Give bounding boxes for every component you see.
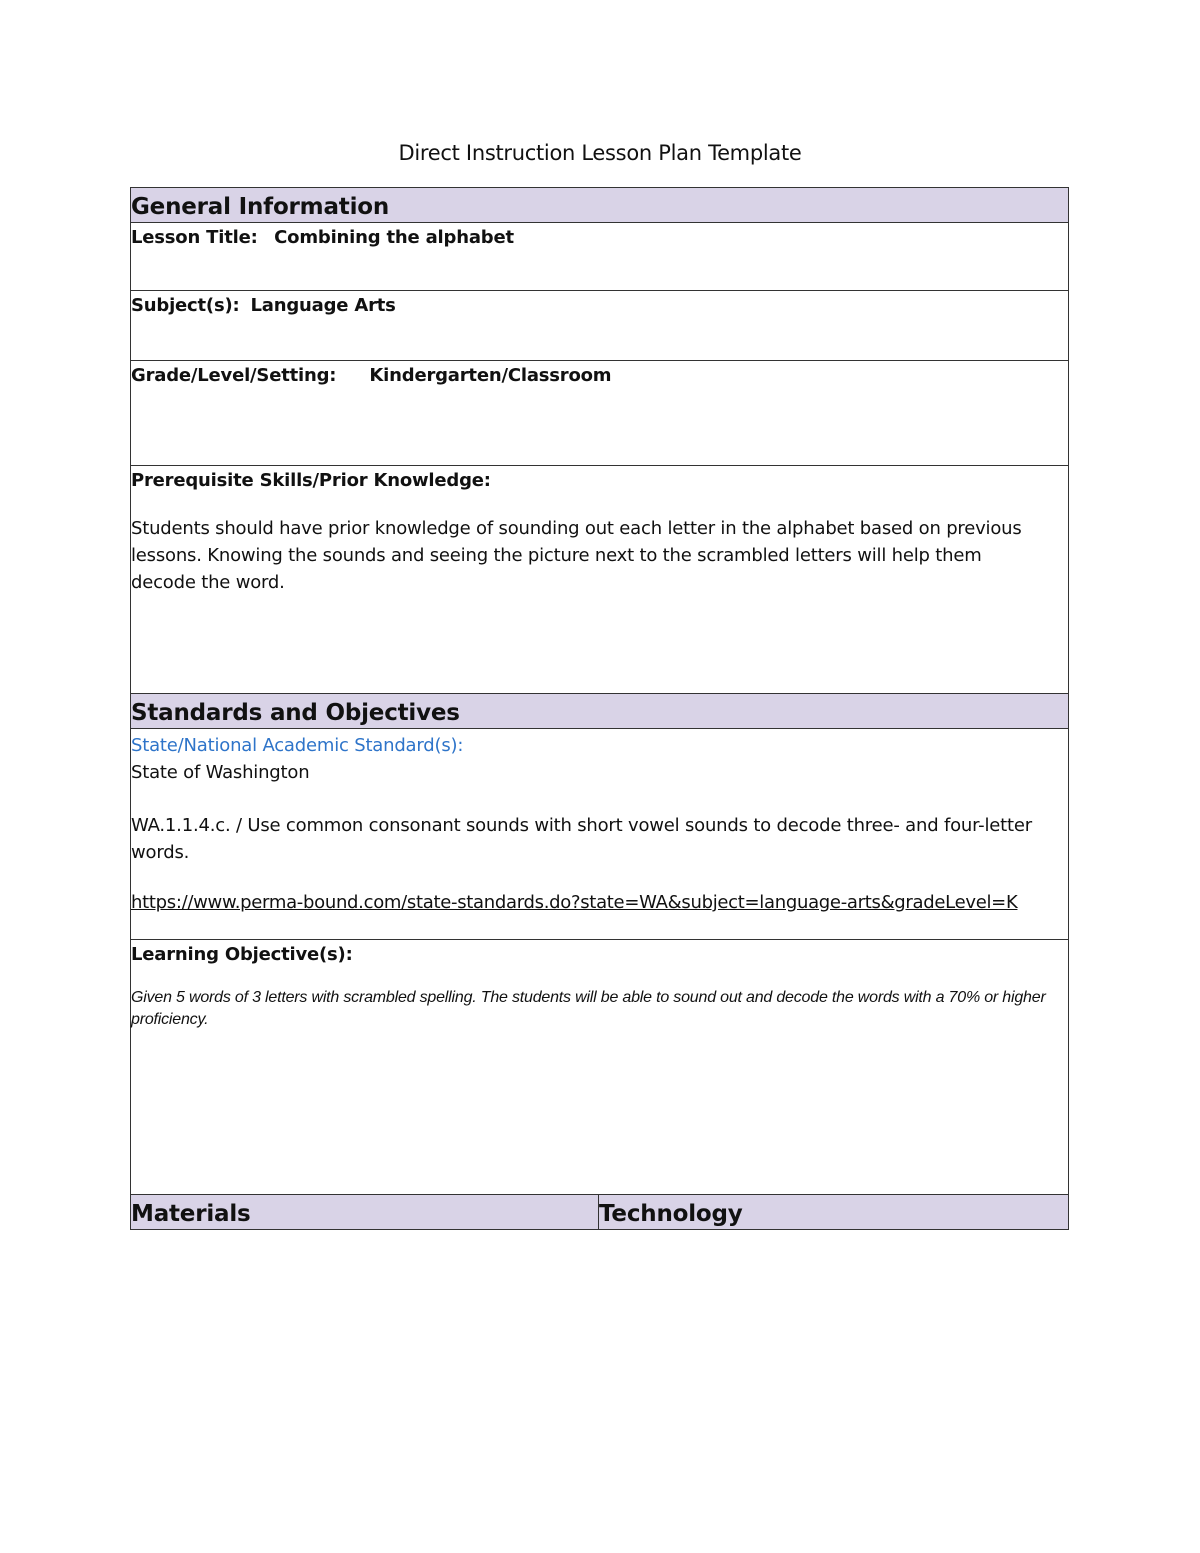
prerequisite-skills-field[interactable] [131, 465, 1068, 693]
learning-objectives-label: Learning Objective(s): [131, 944, 353, 965]
grade-level-setting-field[interactable] [131, 360, 1068, 465]
technology-header: Technology [599, 1201, 743, 1227]
standards-objectives-header: Standards and Objectives [131, 693, 1068, 728]
prerequisite-skills-label: Prerequisite Skills/Prior Knowledge: [131, 470, 491, 491]
state-name: State of Washington [131, 762, 310, 783]
grade-level-setting-value: Kindergarten/Classroom [369, 365, 612, 386]
lesson-title-field[interactable] [131, 222, 1068, 290]
learning-objectives-text: Given 5 words of 3 letters with scrambled spelling. The students will be able to sound out and decode the words with a 70% or higher proficiency. [131, 989, 1046, 1028]
subjects-label: Subject(s): [131, 295, 240, 316]
academic-standards-field[interactable] [131, 728, 1068, 939]
materials-header: Materials [131, 1195, 599, 1229]
materials-technology-header-row [131, 1194, 1068, 1229]
lesson-plan-table [130, 187, 1069, 1230]
lesson-title-value: Combining the alphabet [274, 227, 514, 248]
lesson-title-label: Lesson Title: [131, 227, 258, 248]
subjects-value: Language Arts [250, 295, 396, 316]
standard-description: WA.1.1.4.c. / Use common consonant sounds with short vowel sounds to decode three- and four-letter words. [131, 815, 1032, 863]
learning-objectives-field[interactable] [131, 939, 1068, 1194]
subjects-field[interactable] [131, 290, 1068, 360]
grade-level-setting-label: Grade/Level/Setting: [131, 365, 337, 386]
prerequisite-skills-text: Students should have prior knowledge of sounding out each letter in the alphabet based on previous lessons. Knowing the sounds and seeing the picture next to the scrambled letters will help them decode the word. [131, 518, 1022, 593]
general-information-header: General Information [131, 187, 1068, 222]
academic-standards-label: State/National Academic Standard(s): [131, 735, 464, 756]
standard-link[interactable]: https://www.perma-bound.com/state-standards.do?state=WA&subject=language-arts&gradeLevel=K [131, 892, 1018, 913]
document-title: Direct Instruction Lesson Plan Template [398, 141, 802, 165]
